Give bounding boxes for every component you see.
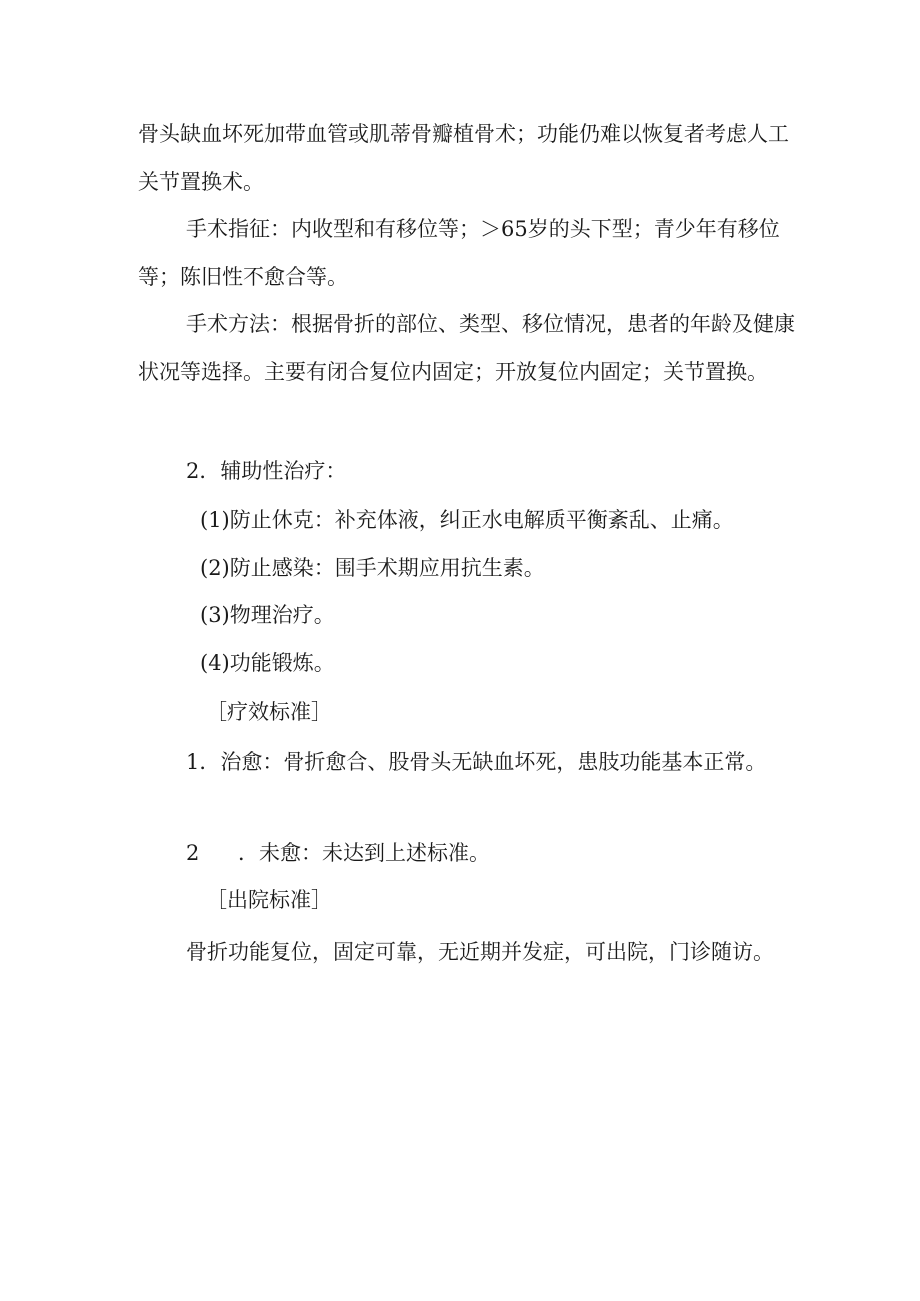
list-item-prevent-shock: (1)防止休克：补充体液，纠正水电解质平衡紊乱、止痛。: [200, 508, 734, 532]
heading-adjuvant-therapy: 2．辅助性治疗：: [186, 459, 347, 483]
paragraph-bone-graft: 骨头缺血坏死加带血管或肌蒂骨瓣植骨术；功能仍难以恢复者考虑人工关节置换术。: [138, 122, 789, 194]
paragraph-surgical-indications: 手术指征：内收型和有移位等；＞65岁的头下型；青少年有移位等；陈旧性不愈合等。: [138, 217, 780, 289]
paragraph-not-cured-criteria: ．未愈：未达到上述标准。: [238, 841, 490, 865]
list-item-functional-exercise: (4)功能锻炼。: [200, 651, 335, 675]
list-item-prevent-infection: (2)防止感染：围手术期应用抗生素。: [200, 556, 545, 580]
paragraph-discharge-criteria: 骨折功能复位，固定可靠，无近期并发症，可出院，门诊随访。: [186, 940, 774, 964]
section-heading-discharge-criteria: ［出院标准］: [206, 888, 332, 912]
paragraph-surgical-methods: 手术方法：根据骨折的部位、类型、移位情况，患者的年龄及健康状况等选择。主要有闭合复位内固定；开放复位内固定；关节置换。: [138, 312, 795, 384]
list-item-physical-therapy: (3)物理治疗。: [200, 603, 335, 627]
section-heading-efficacy-criteria: ［疗效标准］: [206, 700, 332, 724]
paragraph-cured-criteria: 1．治愈：骨折愈合、股骨头无缺血坏死，患肢功能基本正常。: [186, 750, 767, 774]
list-number-not-cured: 2: [186, 841, 200, 865]
